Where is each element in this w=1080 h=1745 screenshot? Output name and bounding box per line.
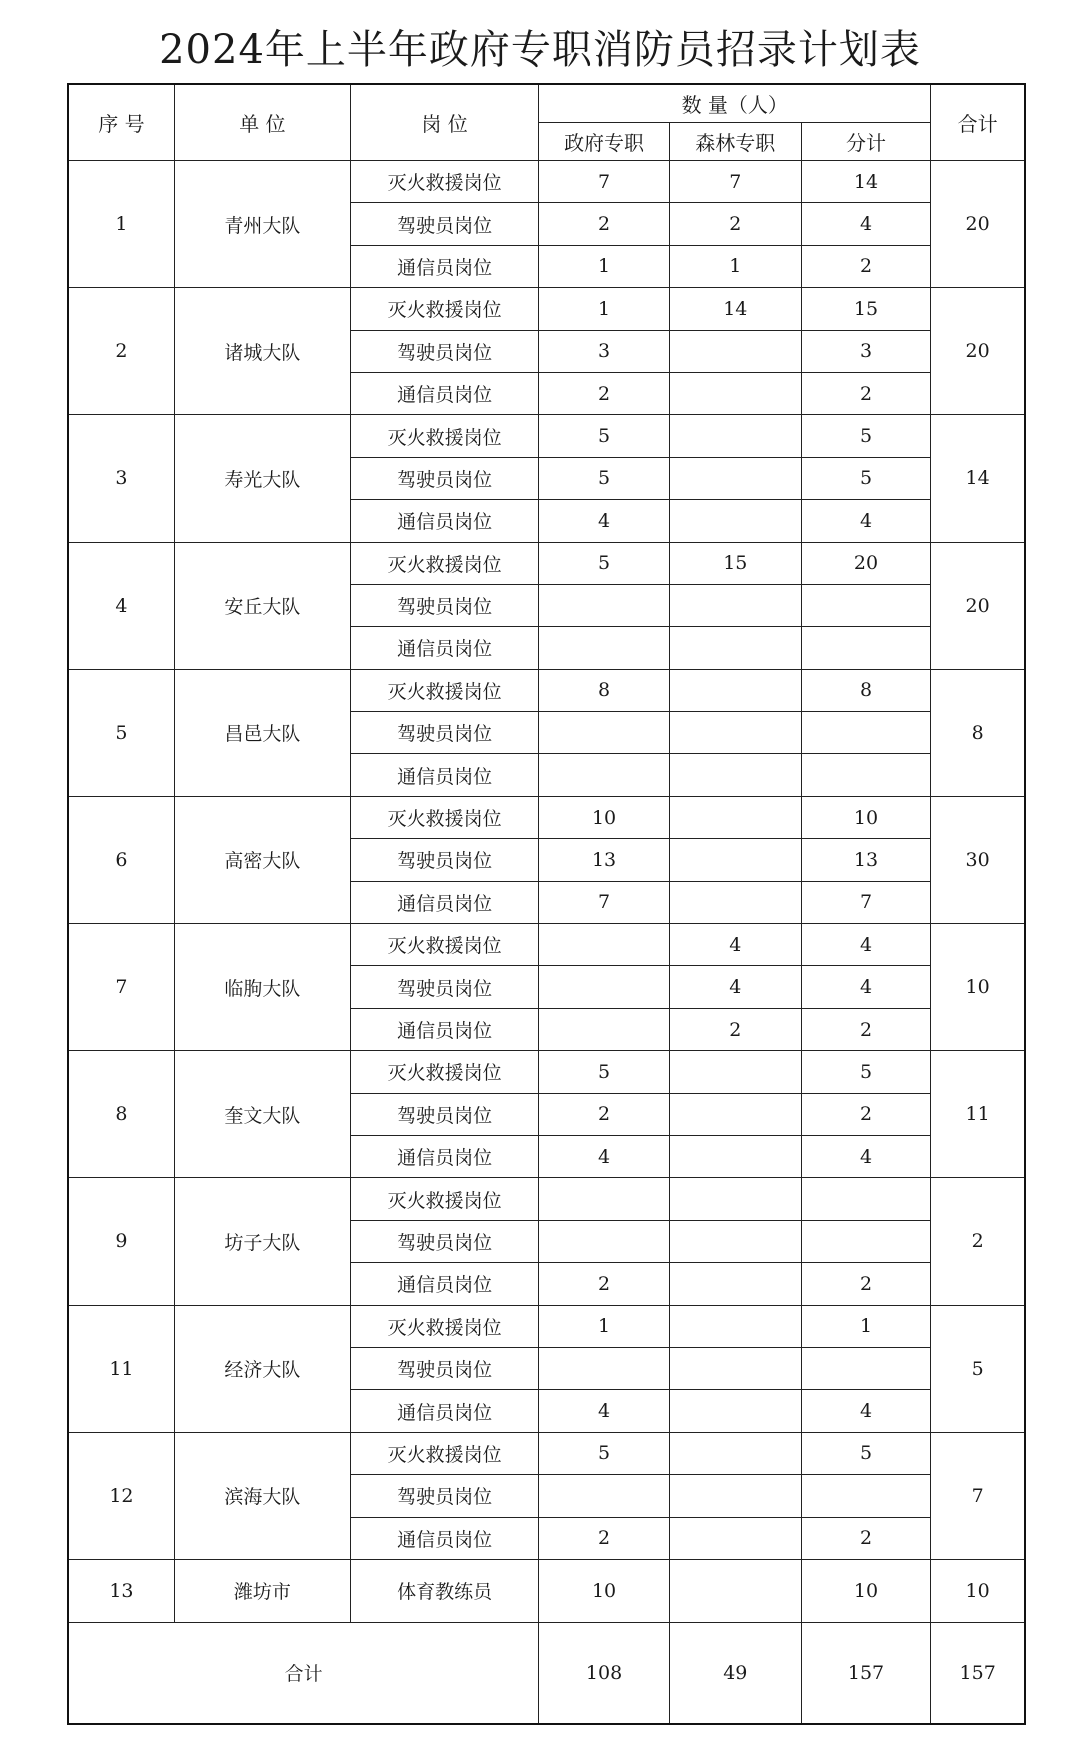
forest-cell — [669, 627, 801, 669]
subtotal-cell: 1 — [801, 1305, 931, 1347]
post-cell: 灭火救援岗位 — [350, 1178, 538, 1220]
forest-cell — [669, 796, 801, 838]
total-cell: 7 — [931, 1432, 1025, 1559]
unit-cell: 寿光大队 — [174, 415, 350, 542]
total-cell: 5 — [931, 1305, 1025, 1432]
subtotal-cell: 4 — [801, 1135, 931, 1177]
forest-cell: 15 — [669, 542, 801, 584]
gov-cell: 4 — [539, 1135, 670, 1177]
unit-cell: 滨海大队 — [174, 1432, 350, 1559]
gov-cell: 13 — [539, 839, 670, 881]
forest-cell — [669, 1220, 801, 1262]
subtotal-cell: 7 — [801, 881, 931, 923]
post-cell: 驾驶员岗位 — [350, 712, 538, 754]
header-unit: 单 位 — [174, 84, 350, 161]
gov-cell — [539, 584, 670, 626]
post-cell: 通信员岗位 — [350, 1135, 538, 1177]
forest-cell: 4 — [669, 924, 801, 966]
subtotal-cell: 4 — [801, 500, 931, 542]
post-cell: 驾驶员岗位 — [350, 457, 538, 499]
forest-cell — [669, 457, 801, 499]
forest-cell — [669, 584, 801, 626]
gov-cell — [539, 1475, 670, 1517]
forest-cell — [669, 1517, 801, 1559]
forest-cell: 4 — [669, 966, 801, 1008]
post-cell: 驾驶员岗位 — [350, 1093, 538, 1135]
gov-cell: 4 — [539, 500, 670, 542]
post-cell: 通信员岗位 — [350, 881, 538, 923]
gov-cell: 5 — [539, 1051, 670, 1093]
post-cell: 通信员岗位 — [350, 1517, 538, 1559]
forest-cell — [669, 712, 801, 754]
header-post: 岗 位 — [350, 84, 538, 161]
total-cell: 10 — [931, 924, 1025, 1051]
post-cell: 驾驶员岗位 — [350, 839, 538, 881]
subtotal-cell: 4 — [801, 924, 931, 966]
forest-cell — [669, 1390, 801, 1432]
gov-cell — [539, 1008, 670, 1050]
forest-cell — [669, 754, 801, 796]
forest-cell — [669, 500, 801, 542]
forest-cell — [669, 839, 801, 881]
forest-cell — [669, 1559, 801, 1622]
post-cell: 通信员岗位 — [350, 500, 538, 542]
subtotal-cell: 10 — [801, 796, 931, 838]
subtotal-cell: 2 — [801, 1263, 931, 1305]
post-cell: 灭火救援岗位 — [350, 542, 538, 584]
grand-total-row — [68, 1622, 1025, 1724]
post-cell: 通信员岗位 — [350, 1263, 538, 1305]
table-row — [68, 1559, 1025, 1622]
header-quantity: 数 量（人） — [539, 84, 931, 123]
grand-total-label: 合计 — [68, 1622, 539, 1724]
seq-cell: 11 — [68, 1305, 174, 1432]
unit-cell: 诸城大队 — [174, 288, 350, 415]
gov-cell: 8 — [539, 669, 670, 711]
subtotal-cell: 4 — [801, 1390, 931, 1432]
forest-cell — [669, 1305, 801, 1347]
header-gov: 政府专职 — [539, 123, 670, 161]
forest-cell — [669, 415, 801, 457]
unit-cell: 青州大队 — [174, 161, 350, 288]
post-cell: 驾驶员岗位 — [350, 966, 538, 1008]
post-cell: 灭火救援岗位 — [350, 288, 538, 330]
subtotal-cell: 2 — [801, 245, 931, 287]
subtotal-cell — [801, 1178, 931, 1220]
subtotal-cell — [801, 1475, 931, 1517]
seq-cell: 12 — [68, 1432, 174, 1559]
total-cell: 11 — [931, 1051, 1025, 1178]
header-seq: 序 号 — [68, 84, 174, 161]
forest-cell: 2 — [669, 1008, 801, 1050]
total-cell: 8 — [931, 669, 1025, 796]
post-cell: 通信员岗位 — [350, 245, 538, 287]
forest-cell — [669, 669, 801, 711]
subtotal-cell: 14 — [801, 161, 931, 203]
subtotal-cell: 5 — [801, 1051, 931, 1093]
post-cell: 通信员岗位 — [350, 1008, 538, 1050]
post-cell: 灭火救援岗位 — [350, 669, 538, 711]
subtotal-cell: 5 — [801, 457, 931, 499]
total-cell: 14 — [931, 415, 1025, 542]
forest-cell: 14 — [669, 288, 801, 330]
table-row — [68, 288, 1025, 330]
header-forest: 森林专职 — [669, 123, 801, 161]
forest-cell — [669, 1475, 801, 1517]
gov-cell — [539, 1347, 670, 1389]
post-cell: 驾驶员岗位 — [350, 330, 538, 372]
total-cell: 20 — [931, 288, 1025, 415]
subtotal-cell: 5 — [801, 1432, 931, 1474]
post-cell: 灭火救援岗位 — [350, 161, 538, 203]
seq-cell: 13 — [68, 1559, 174, 1622]
subtotal-cell: 2 — [801, 1008, 931, 1050]
gov-cell: 4 — [539, 1390, 670, 1432]
post-cell: 灭火救援岗位 — [350, 1432, 538, 1474]
gov-cell: 1 — [539, 245, 670, 287]
post-cell: 灭火救援岗位 — [350, 1305, 538, 1347]
subtotal-cell — [801, 1347, 931, 1389]
table-row — [68, 924, 1025, 966]
gov-cell — [539, 924, 670, 966]
seq-cell: 3 — [68, 415, 174, 542]
grand-total-subtotal: 157 — [801, 1622, 931, 1724]
subtotal-cell: 8 — [801, 669, 931, 711]
seq-cell: 8 — [68, 1051, 174, 1178]
table-row — [68, 1432, 1025, 1474]
grand-total-forest: 49 — [669, 1622, 801, 1724]
table-row — [68, 542, 1025, 584]
gov-cell: 2 — [539, 1517, 670, 1559]
post-cell: 通信员岗位 — [350, 372, 538, 414]
total-cell: 20 — [931, 161, 1025, 288]
unit-cell: 潍坊市 — [174, 1559, 350, 1622]
table-row — [68, 796, 1025, 838]
total-cell: 30 — [931, 796, 1025, 923]
gov-cell — [539, 966, 670, 1008]
forest-cell — [669, 1263, 801, 1305]
gov-cell: 10 — [539, 1559, 670, 1622]
subtotal-cell: 2 — [801, 1093, 931, 1135]
seq-cell: 2 — [68, 288, 174, 415]
subtotal-cell — [801, 1220, 931, 1262]
total-cell: 10 — [931, 1559, 1025, 1622]
gov-cell — [539, 1220, 670, 1262]
grand-total-gov: 108 — [539, 1622, 670, 1724]
unit-cell: 安丘大队 — [174, 542, 350, 669]
unit-cell: 临朐大队 — [174, 924, 350, 1051]
unit-cell: 奎文大队 — [174, 1051, 350, 1178]
post-cell: 驾驶员岗位 — [350, 1475, 538, 1517]
post-cell: 驾驶员岗位 — [350, 1220, 538, 1262]
subtotal-cell: 20 — [801, 542, 931, 584]
subtotal-cell: 10 — [801, 1559, 931, 1622]
forest-cell — [669, 1093, 801, 1135]
subtotal-cell: 4 — [801, 203, 931, 245]
seq-cell: 6 — [68, 796, 174, 923]
unit-cell: 高密大队 — [174, 796, 350, 923]
subtotal-cell: 4 — [801, 966, 931, 1008]
post-cell: 驾驶员岗位 — [350, 203, 538, 245]
post-cell: 灭火救援岗位 — [350, 1051, 538, 1093]
subtotal-cell — [801, 584, 931, 626]
forest-cell: 7 — [669, 161, 801, 203]
forest-cell — [669, 330, 801, 372]
gov-cell — [539, 1178, 670, 1220]
header-subtotal: 分计 — [801, 123, 931, 161]
forest-cell — [669, 1178, 801, 1220]
gov-cell: 2 — [539, 1093, 670, 1135]
seq-cell: 7 — [68, 924, 174, 1051]
forest-cell — [669, 1051, 801, 1093]
unit-cell: 经济大队 — [174, 1305, 350, 1432]
subtotal-cell — [801, 627, 931, 669]
forest-cell — [669, 1432, 801, 1474]
forest-cell — [669, 881, 801, 923]
post-cell: 驾驶员岗位 — [350, 584, 538, 626]
gov-cell — [539, 754, 670, 796]
seq-cell: 4 — [68, 542, 174, 669]
post-cell: 驾驶员岗位 — [350, 1347, 538, 1389]
gov-cell — [539, 627, 670, 669]
table-row — [68, 1051, 1025, 1093]
forest-cell — [669, 1135, 801, 1177]
forest-cell: 1 — [669, 245, 801, 287]
gov-cell: 3 — [539, 330, 670, 372]
gov-cell: 10 — [539, 796, 670, 838]
subtotal-cell — [801, 754, 931, 796]
table-row — [68, 161, 1025, 203]
header-total: 合计 — [931, 84, 1025, 161]
grand-total-total: 157 — [931, 1622, 1025, 1724]
seq-cell: 5 — [68, 669, 174, 796]
subtotal-cell: 2 — [801, 372, 931, 414]
forest-cell — [669, 372, 801, 414]
post-cell: 灭火救援岗位 — [350, 796, 538, 838]
unit-cell: 昌邑大队 — [174, 669, 350, 796]
gov-cell: 1 — [539, 288, 670, 330]
page-title: 2024年上半年政府专职消防员招录计划表 — [159, 27, 921, 73]
seq-cell: 1 — [68, 161, 174, 288]
gov-cell: 2 — [539, 1263, 670, 1305]
forest-cell — [669, 1347, 801, 1389]
gov-cell — [539, 712, 670, 754]
post-cell: 灭火救援岗位 — [350, 415, 538, 457]
table-row — [68, 1178, 1025, 1220]
post-cell: 通信员岗位 — [350, 627, 538, 669]
post-cell: 体育教练员 — [350, 1559, 538, 1622]
table-body — [68, 161, 1025, 1724]
table-row — [68, 1305, 1025, 1347]
seq-cell: 9 — [68, 1178, 174, 1305]
total-cell: 20 — [931, 542, 1025, 669]
unit-cell: 坊子大队 — [174, 1178, 350, 1305]
subtotal-cell: 5 — [801, 415, 931, 457]
gov-cell: 5 — [539, 457, 670, 499]
gov-cell: 2 — [539, 372, 670, 414]
post-cell: 通信员岗位 — [350, 754, 538, 796]
gov-cell: 5 — [539, 542, 670, 584]
post-cell: 灭火救援岗位 — [350, 924, 538, 966]
recruitment-table — [67, 83, 1026, 1725]
post-cell: 通信员岗位 — [350, 1390, 538, 1432]
subtotal-cell: 13 — [801, 839, 931, 881]
gov-cell: 2 — [539, 203, 670, 245]
gov-cell: 5 — [539, 415, 670, 457]
gov-cell: 5 — [539, 1432, 670, 1474]
gov-cell: 7 — [539, 881, 670, 923]
subtotal-cell: 2 — [801, 1517, 931, 1559]
subtotal-cell — [801, 712, 931, 754]
forest-cell: 2 — [669, 203, 801, 245]
subtotal-cell: 3 — [801, 330, 931, 372]
total-cell: 2 — [931, 1178, 1025, 1305]
subtotal-cell: 15 — [801, 288, 931, 330]
gov-cell: 7 — [539, 161, 670, 203]
gov-cell: 1 — [539, 1305, 670, 1347]
table-row — [68, 669, 1025, 711]
table-row — [68, 415, 1025, 457]
